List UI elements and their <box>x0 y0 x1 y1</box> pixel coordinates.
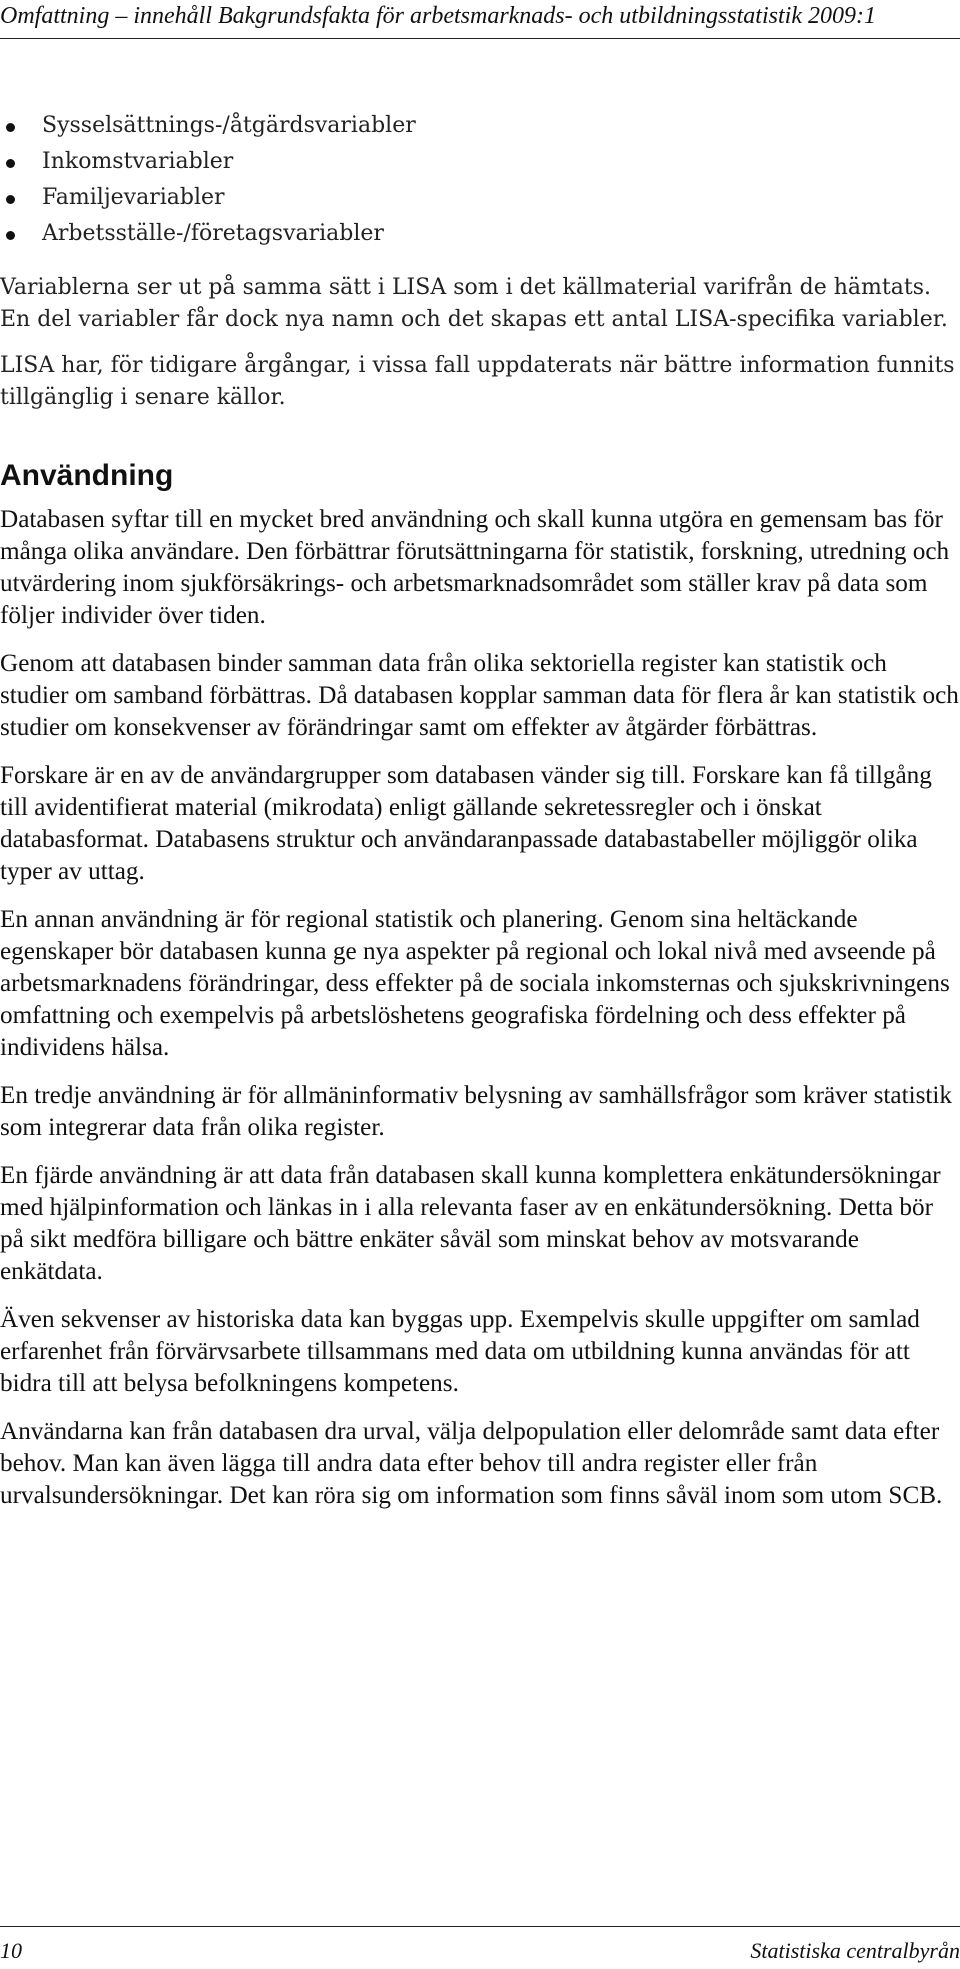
list-item <box>0 216 960 252</box>
body-paragraph: Databasen syftar till en mycket bred användning och skall kunna utgöra en gemensam bas för många olika användare. Den förbättrar förutsättningarna för statistik, forskning, utredning och utvärdering inom sjukförsäkrings- och arbetsmarknadsområdet som ställer krav på data som följer individer över tiden. <box>0 506 950 629</box>
intro-paragraph: LISA har, för tidigare årgångar, i vissa fall uppdaterats när bättre information funnits tillgänglig i senare källor. <box>0 353 955 410</box>
bullet-icon <box>6 231 15 240</box>
list-item <box>0 144 960 180</box>
running-header: Omfattning – innehåll Bakgrundsfakta för arbetsmarknads- och utbildningsstatistik 2009:1 <box>0 3 876 29</box>
body-paragraph: Genom att databasen binder samman data från olika sektoriella register kan statistik och studier om samband förbättras. Då databasen kopplar samman data för flera år kan statistik och studier om konsekvenser av förändringar samt om effekter av åtgärder förbättras. <box>0 650 959 741</box>
publisher-name: Statistiska centralbyrån <box>750 1938 960 1963</box>
list-item-text: Inkomstvariabler <box>42 149 234 174</box>
page-body <box>0 108 960 1528</box>
body-paragraph: Även sekvenser av historiska data kan byggas upp. Exempelvis skulle uppgifter om samlad erfarenhet från förvärvsarbete tillsammans med data om utbildning kunna användas för att bidra till att belysa befolkningens kompetens. <box>0 1306 920 1397</box>
list-item-text: Familjevariabler <box>42 185 225 210</box>
list-item <box>0 108 960 144</box>
intro-paragraph: Variablerna ser ut på samma sätt i LISA som i det källmaterial varifrån de hämtats. En del variabler får dock nya namn och det skapas ett antal LISA-specifika variabler. <box>0 275 948 332</box>
body-paragraph: En tredje användning är för allmäninformativ belysning av samhällsfrågor som kräver statistik som integrerar data från olika register. <box>0 1082 952 1141</box>
body-paragraph: En fjärde användning är att data från databasen skall kunna komplettera enkätundersökningar med hjälpinformation och länkas in i alla relevanta faser av en enkätundersökning. Detta bör på sikt medföra billigare och bättre enkäter såväl som minskat behov av motsvarande enkätdata. <box>0 1162 941 1285</box>
bullet-icon <box>6 123 15 132</box>
section-heading: Användning <box>0 459 174 492</box>
body-paragraph: En annan användning är för regional statistik och planering. Genom sina heltäckande egenskaper bör databasen kunna ge nya aspekter på regional och lokal nivå med avseende på arbetsmarknadens förändringar, dess effekter på de sociala inkomsternas och sjukskrivningens omfattning och exempelvis på arbetslöshetens geografiska fördelning och dess effekter på individens hälsa. <box>0 906 950 1061</box>
bullet-icon <box>6 195 15 204</box>
page-number: 10 <box>0 1938 22 1963</box>
list-item-text: Sysselsättnings-/åtgärdsvariabler <box>42 113 416 138</box>
list-item <box>0 180 960 216</box>
list-item-text: Arbetsställe-/företagsvariabler <box>42 221 384 246</box>
header-rule <box>0 38 960 39</box>
body-paragraph: Forskare är en av de användargrupper som databasen vänder sig till. Forskare kan få tillgång till avidentifierat material (mikrodata) enligt gällande sekretessregler och i önskat databasformat. Databasens struktur och användaranpassade databastabeller möjliggör olika typer av uttag. <box>0 762 932 885</box>
footer-rule <box>0 1926 960 1927</box>
body-paragraph: Användarna kan från databasen dra urval, välja delpopulation eller delområde samt data efter behov. Man kan även lägga till andra data efter behov till andra register eller från urvalsundersökningar. Det kan röra sig om information som finns såväl inom som utom SCB. <box>0 1418 943 1509</box>
bullet-icon <box>6 159 15 168</box>
variable-list <box>0 108 960 252</box>
